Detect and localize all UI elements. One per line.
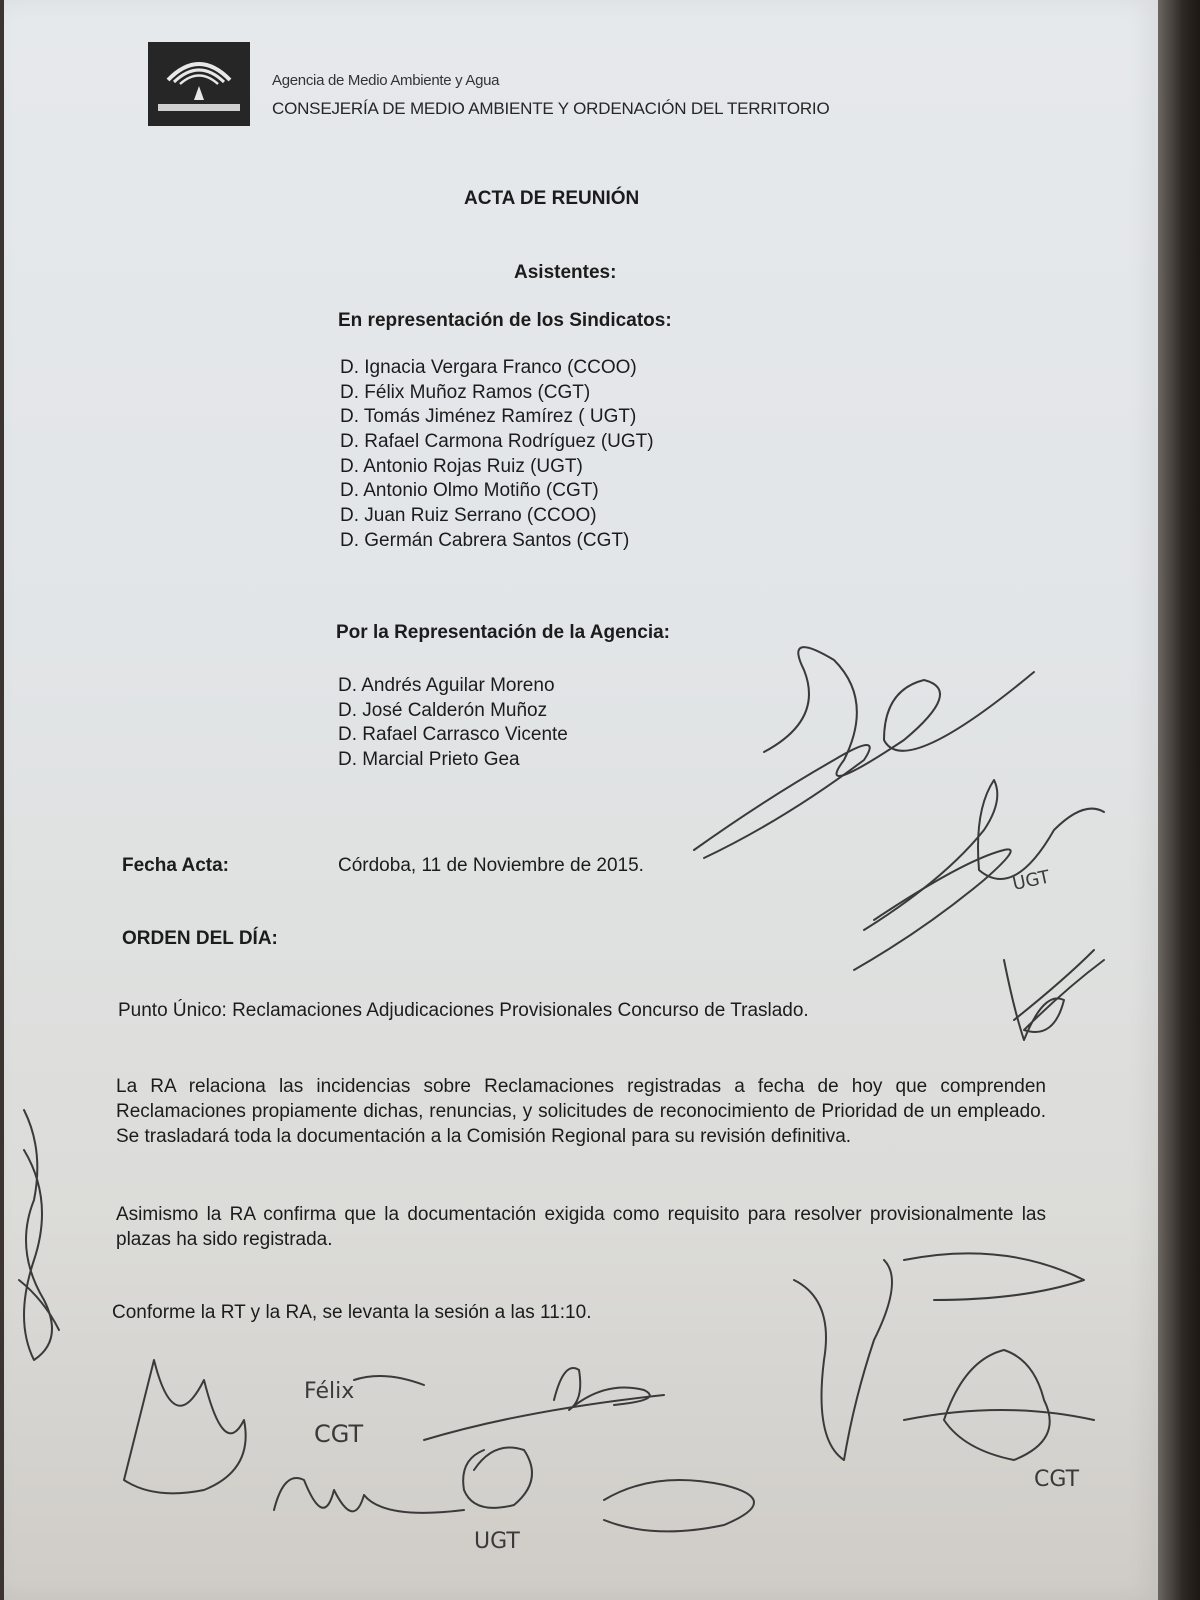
paragraph-documentation: Asimismo la RA confirma que la documentación exigida como requisito para resolver provisionalmente las plazas ha sido registrada. [116,1204,1046,1250]
list-item: D. Rafael Carrasco Vicente [338,724,568,746]
agency-heading: Por la Representación de la Agencia: [336,622,671,643]
list-item: D. Félix Muñoz Ramos (CGT) [340,381,591,403]
signature-right-top [694,647,1034,858]
handwritten-signatures [4,0,1158,1600]
date-value: Córdoba, 11 de Noviembre de 2015. [338,855,644,876]
date-label: Fecha Acta: [122,855,229,876]
signature-left-margin [19,1110,59,1360]
signature-annotation: UGT [474,1529,520,1554]
closing-statement: Conforme la RT y la RA, se levanta la sesión a las 11:10. [112,1302,592,1323]
signature-annotation: CGT [1034,1467,1080,1492]
list-item: D. Juan Ruiz Serrano (CCOO) [340,505,597,527]
agenda-item: Punto Único: Reclamaciones Adjudicaciones Provisionales Concurso de Traslado. [118,1000,809,1021]
agency-members-list [338,674,568,773]
unions-heading: En representación de los Sindicatos: [338,310,672,331]
attendees-heading: Asistentes: [514,262,617,283]
list-item: D. Rafael Carmona Rodríguez (UGT) [340,431,654,453]
signature-annotation: CGT [314,1420,364,1448]
background-edge [1158,0,1200,1600]
signature-right-ugt [854,780,1104,970]
paragraph-incidents: La RA relaciona las incidencias sobre Reclamaciones registradas a fecha de hoy que comprenden Reclamaciones propiamente dichas, renuncias, y solicitudes de reconocimiento de Prioridad de un empleado. Se trasladará toda la documentación a la Comisión Regional para su revisión definitiva. [116,1076,1046,1147]
signature-bottom-right [794,1253,1094,1492]
list-item: D. Antonio Rojas Ruiz (UGT) [340,455,583,477]
agenda-heading: ORDEN DEL DÍA: [122,928,278,949]
agency-name: Agencia de Medio Ambiente y Agua [272,72,500,89]
junta-de-andalucia-logo [148,42,250,126]
list-item: D. Marcial Prieto Gea [338,749,520,771]
list-item: D. Ignacia Vergara Franco (CCOO) [340,357,637,378]
signature-bottom-center [274,1368,754,1554]
ministry-name: CONSEJERÍA DE MEDIO AMBIENTE Y ORDENACIÓN DEL TERRITORIO [272,99,830,118]
signature-bottom-left [124,1360,424,1493]
list-item: D. José Calderón Muñoz [338,699,548,721]
document-page [4,0,1158,1600]
signature-right-middle [1004,950,1104,1040]
list-item: D. Germán Cabrera Santos (CGT) [340,529,630,551]
signature-annotation: Félix [304,1379,355,1404]
union-members-list [340,356,654,554]
list-item: D. Antonio Olmo Motiño (CGT) [340,480,599,502]
document-title: ACTA DE REUNIÓN [464,188,640,209]
list-item: D. Tomás Jiménez Ramírez ( UGT) [340,406,637,428]
list-item: D. Andrés Aguilar Moreno [338,675,555,696]
signature-annotation: UGT [1010,866,1052,895]
